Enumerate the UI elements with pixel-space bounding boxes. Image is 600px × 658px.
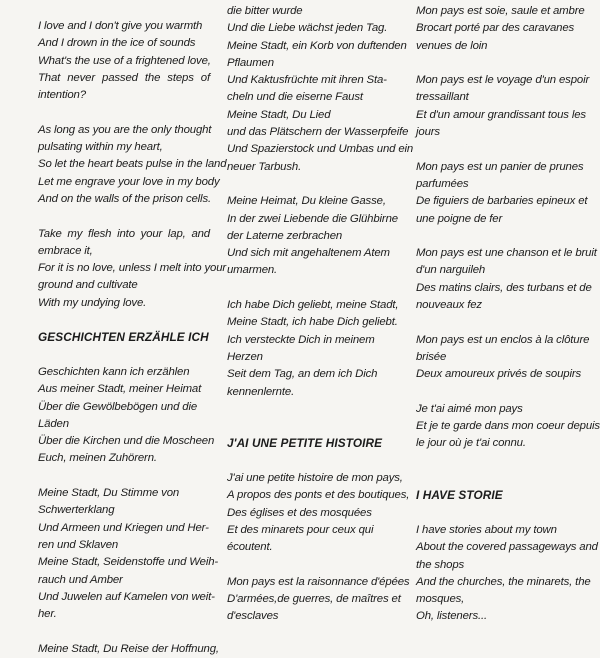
poem-line: Let me engrave your love in my body (38, 175, 220, 188)
french-stanza-2 (227, 574, 410, 626)
german-stanza-2 (38, 485, 219, 623)
poem-line: Meine Heimat, Du kleine Gasse, (227, 195, 386, 208)
poem-line: pulsating within my heart, (38, 141, 163, 154)
poem-line: cheln und die eiserne Faust (227, 91, 363, 104)
poem-line: Über die Kirchen und die Moscheen (38, 435, 215, 448)
column-french-english (416, 3, 600, 626)
poem-line: kennenlernte. (227, 385, 295, 398)
poem-line: her. (38, 608, 57, 621)
poem-line: Deux amoureux privés de soupirs (416, 368, 582, 381)
poem-line: Und Armeen und Kriegen und Her- (38, 521, 209, 534)
german-stanza-6 (227, 297, 397, 401)
poem-line: umarmen. (227, 264, 278, 277)
poem-line: neuer Tarbush. (227, 160, 302, 173)
poem-line: Mon pays est un enclos à la clôture (416, 333, 590, 346)
poem-line: Meine Stadt, ein Korb von duftenden (227, 39, 407, 52)
poem-line: Mon pays est un panier de prunes (416, 160, 584, 173)
german-stanza-4 (227, 3, 414, 176)
poem-line: Pflaumen (227, 56, 274, 69)
poem-line: Meine Stadt, ich habe Dich geliebt. (227, 316, 398, 329)
poem-line: tressaillant (416, 91, 469, 104)
poem-line: As long as you are the only thought (38, 123, 212, 136)
poem-line: d'esclaves (227, 610, 279, 623)
poem-line: So let the heart beats pulse in the land (38, 158, 227, 171)
poem-line: Et je te garde dans mon coeur depuis (416, 420, 600, 433)
poem-line: une poigne de fer (416, 212, 503, 225)
poem-line: Des matins clairs, des turbans et de (416, 281, 592, 294)
poem-line: brisée (416, 350, 447, 363)
poem-line: Läden (38, 417, 69, 430)
poem-line: ren und Sklaven (38, 538, 119, 551)
english-stanza-3 (38, 226, 227, 312)
poem-line: Mon pays est la raisonnance d'épées (227, 575, 410, 588)
poem-line: rauch und Amber (38, 573, 123, 586)
poem-line: Je t'ai aimé mon pays (416, 402, 523, 415)
poem-line: Aus meiner Stadt, meiner Heimat (38, 383, 202, 396)
poem-line: J'ai une petite histoire de mon pays, (227, 472, 403, 485)
poem-line: Meine Stadt, Du Lied (227, 108, 331, 121)
poem-line: That never passed the steps of (38, 71, 210, 84)
german-stanza-3 (38, 641, 219, 658)
french-stanza-4 (416, 72, 590, 141)
poem-line: Meine Stadt, Seidenstoffe und Weih- (38, 556, 219, 569)
poem-line: écoutent. (227, 541, 273, 554)
french-stanza-5 (416, 159, 586, 228)
column-german-french (227, 3, 414, 626)
french-stanza-7 (416, 332, 590, 384)
poem-line: le jour où je t'ai connu. (416, 437, 526, 450)
poem-line: Take my flesh into your lap, and (38, 227, 210, 240)
poem-line: In der zwei Liebende die Glühbirne (227, 212, 398, 225)
poem-line: And I drown in the ice of sounds (38, 37, 196, 50)
poem-line: What's the use of a frightened love, (38, 54, 211, 67)
poem-line: und das Plätschern der Wasserpfeife (227, 126, 409, 139)
poem-line: Geschichten kann ich erzählen (38, 365, 190, 378)
poem-line: Über die Gewölbebögen und die (38, 400, 198, 413)
poem-line: the shops (416, 558, 465, 571)
poem-line: A propos des ponts et des boutiques, (227, 489, 410, 502)
poem-line: Schwerterklang (38, 504, 115, 517)
poem-line: Mon pays est le voyage d'un espoir (416, 74, 590, 87)
poem-line: Und Juwelen auf Kamelen von weit- (38, 590, 215, 603)
english-stanza-2 (38, 122, 227, 208)
poem-line: Und Spazierstock und Umbas und ein (227, 143, 414, 156)
poem-line: About the covered passageways and (416, 541, 598, 554)
poem-line: nouveaux fez (416, 299, 482, 312)
column-english-german (38, 18, 227, 658)
poem-line: mosques, (416, 593, 465, 606)
poem-line: Euch, meinen Zuhörern. (38, 452, 157, 465)
german-stanza-5 (227, 193, 397, 279)
poem-line: I love and I don't give you warmth (38, 20, 203, 32)
poem-line: De figuiers de barbaries epineux et (416, 195, 588, 208)
poem-line: ground and cultivate (38, 279, 138, 292)
poem-line: Brocart porté par des caravanes (416, 22, 575, 35)
poem-line: And the churches, the minarets, the (416, 575, 591, 588)
poem-line: Oh, listeners... (416, 610, 488, 623)
poem-line: Et d'un amour grandissant tous les (416, 108, 586, 121)
poem-line: Des églises et des mosquées (227, 506, 372, 519)
poem-line: embrace it, (38, 244, 93, 257)
poem-line: Meine Stadt, Du Reise der Hoffnung, (38, 642, 219, 655)
poem-line: D'armées,de guerres, de maîtres et (227, 593, 401, 606)
poem-line: Und sich mit angehaltenem Atem (227, 247, 390, 260)
poem-line: Et des minarets pour ceux qui (227, 523, 374, 536)
poem-line: der Laterne zerbrachen (227, 229, 343, 242)
section-heading-german: GESCHICHTEN ERZÄHLE ICH (38, 330, 209, 345)
poem-line: Meine Stadt, Du Stimme von (38, 487, 180, 500)
poem-line: jours (416, 126, 440, 139)
poem-line: Ich habe Dich geliebt, meine Stadt, (227, 299, 399, 312)
section-heading-english: I HAVE STORIE (416, 488, 503, 503)
poem-line: venues de loin (416, 39, 488, 52)
section-heading-french: J'AI UNE PETITE HISTOIRE (227, 436, 383, 451)
poem-line: parfumées (416, 177, 469, 190)
poem-line: I have stories about my town (416, 523, 557, 536)
french-stanza-8 (416, 401, 600, 453)
french-stanza-1 (227, 470, 410, 556)
poem-line: d'un narguileh (416, 264, 486, 277)
poem-line: For it is no love, unless I melt into your (38, 262, 227, 275)
poem-line: Und die Liebe wächst jeden Tag. (227, 22, 388, 35)
poem-line: Ich versteckte Dich in meinem (227, 333, 375, 346)
poem-line: Mon pays est une chanson et le bruit (416, 247, 597, 260)
poem-line: With my undying love. (38, 296, 147, 309)
poem-line: And on the walls of the prison cells. (38, 192, 212, 205)
french-stanza-3 (416, 3, 586, 55)
poem-line: Herzen (227, 350, 263, 363)
poem-line: Und Kaktusfrüchte mit ihren Sta- (227, 74, 387, 87)
german-stanza-1 (38, 364, 215, 468)
english-stanza-1 (38, 18, 210, 104)
french-stanza-6 (416, 245, 597, 314)
poem-line: Mon pays est soie, saule et ambre (416, 5, 585, 17)
poem-line: intention? (38, 89, 86, 102)
poem-line: die bitter wurde (227, 5, 303, 17)
english-stanza-4 (416, 522, 598, 626)
poem-line: Seit dem Tag, an dem ich Dich (227, 368, 378, 381)
